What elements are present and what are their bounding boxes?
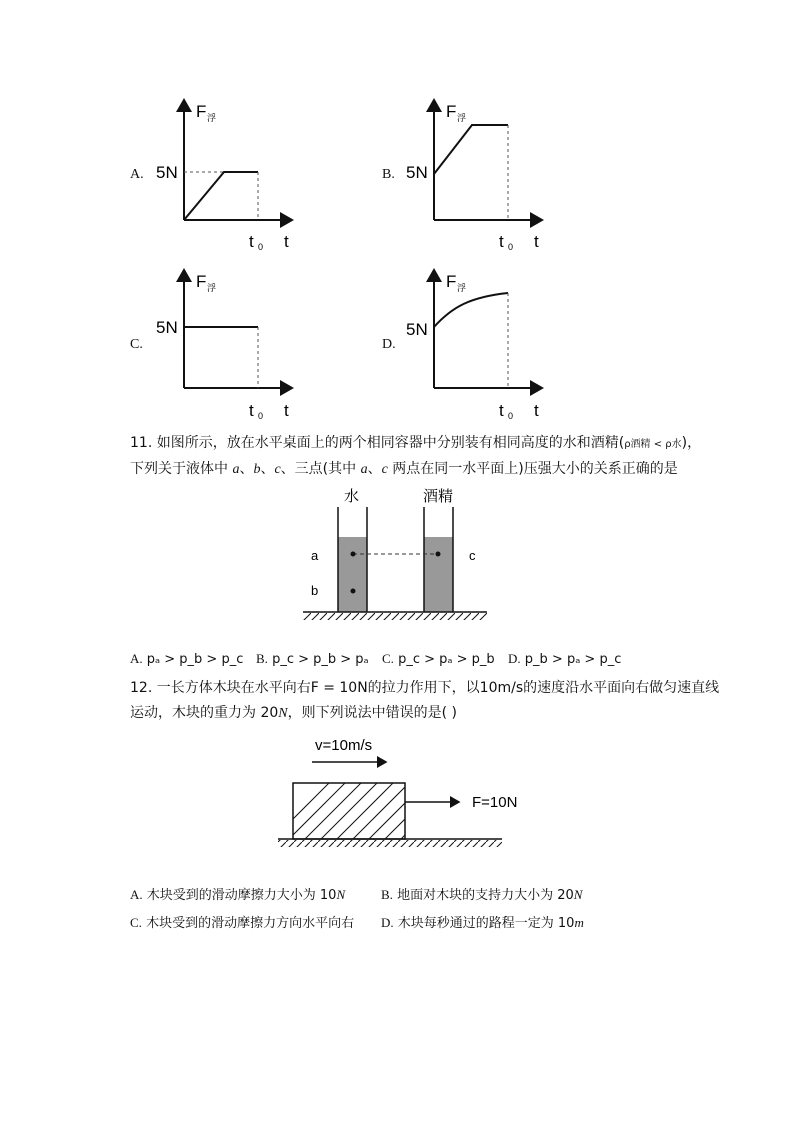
alcohol-liquid	[424, 537, 453, 612]
graph-d-letter: D.	[382, 337, 396, 352]
graph-d-curve	[434, 293, 508, 327]
q11-option-b[interactable]: B. p_c > p_b > pₐ	[256, 651, 369, 667]
q11-option-c[interactable]: C. p_c > pₐ > p_b	[382, 651, 495, 667]
graph-c	[150, 265, 310, 425]
graph-d-y-sub: 浮	[457, 283, 467, 293]
q11-option-a[interactable]: A. pₐ > p_b > p_c	[130, 651, 244, 667]
graph-b-x-tick: t	[499, 232, 504, 251]
graph-d-y-label: F	[446, 272, 457, 291]
label-alcohol: 酒精	[423, 488, 454, 505]
graph-b-y-sub: 浮	[457, 113, 467, 123]
graph-a	[150, 95, 310, 255]
water-liquid	[338, 537, 367, 612]
graph-b-y-tick: 5N	[406, 163, 428, 182]
graph-b-y-label: F	[446, 102, 457, 121]
q11-figure	[295, 485, 495, 625]
q11-stem-line2: 下列关于液体中 a、b、c、三点(其中 a、c 两点在同一水平面上)压强大小的关系正确的是	[130, 461, 678, 477]
q12-figure	[270, 730, 560, 860]
graph-d-x-label: t	[534, 401, 539, 420]
block-hatch	[273, 783, 457, 839]
graph-a-x-label: t	[284, 232, 289, 251]
graph-c-x-tick: t	[249, 401, 254, 420]
q12-option-a[interactable]: A. 木块受到的滑动摩擦力大小为 10N	[130, 887, 346, 903]
graph-c-x-tick-sub: 0	[258, 411, 264, 421]
rho-alcohol: ρ酒精	[624, 439, 651, 450]
label-b: b	[311, 583, 319, 598]
graph-a-curve	[184, 172, 258, 220]
point-c	[436, 552, 441, 557]
label-water: 水	[344, 488, 360, 505]
graph-c-y-sub: 浮	[207, 283, 217, 293]
graph-a-y-sub: 浮	[207, 113, 217, 123]
graph-d-y-tick: 5N	[406, 320, 428, 339]
ground-hatch	[303, 613, 487, 620]
label-a: a	[311, 548, 319, 563]
graph-b-x-tick-sub: 0	[508, 242, 514, 252]
graph-c-y-tick: 5N	[156, 318, 178, 337]
point-a	[351, 552, 356, 557]
q12-stem-line2: 运动，木块的重力为 20N，则下列说法中错误的是( )	[130, 705, 457, 721]
force-label: F=10N	[472, 794, 518, 811]
q11-stem-line1: 11. 如图所示，放在水平桌面上的两个相同容器中分别装有相同高度的水和酒精(ρ酒精 < ρ水)，	[130, 435, 702, 451]
label-c: c	[469, 548, 476, 563]
q12-option-d[interactable]: D. 木块每秒通过的路程一定为 10m	[381, 915, 584, 931]
graph-a-y-label: F	[196, 102, 207, 121]
velocity-label: v=10m/s	[315, 737, 373, 754]
graph-a-x-tick: t	[249, 232, 254, 251]
graph-d	[400, 265, 560, 425]
graph-a-y-tick: 5N	[156, 163, 178, 182]
graph-a-x-tick-sub: 0	[258, 242, 264, 252]
graph-a-letter: A.	[130, 167, 144, 182]
ground-hatch	[278, 840, 502, 847]
point-b	[351, 589, 356, 594]
graph-d-x-tick-sub: 0	[508, 411, 514, 421]
graph-b-curve	[434, 125, 508, 174]
graph-d-x-tick: t	[499, 401, 504, 420]
q12-stem-line1: 12. 一长方体木块在水平向右F = 10N的拉力作用下，以10m/s的速度沿水平面向右做匀速直线	[130, 680, 720, 696]
graph-b	[400, 95, 560, 255]
graph-b-letter: B.	[382, 167, 395, 182]
graph-c-x-label: t	[284, 401, 289, 420]
graph-c-y-label: F	[196, 272, 207, 291]
q11-option-d[interactable]: D. p_b > pₐ > p_c	[508, 651, 622, 667]
q12-option-c[interactable]: C. 木块受到的滑动摩擦力方向水平向右	[130, 915, 355, 931]
q12-option-b[interactable]: B. 地面对木块的支持力大小为 20N	[381, 887, 583, 903]
graph-b-x-label: t	[534, 232, 539, 251]
rho-water: ρ水	[665, 439, 682, 450]
graph-c-letter: C.	[130, 337, 143, 352]
